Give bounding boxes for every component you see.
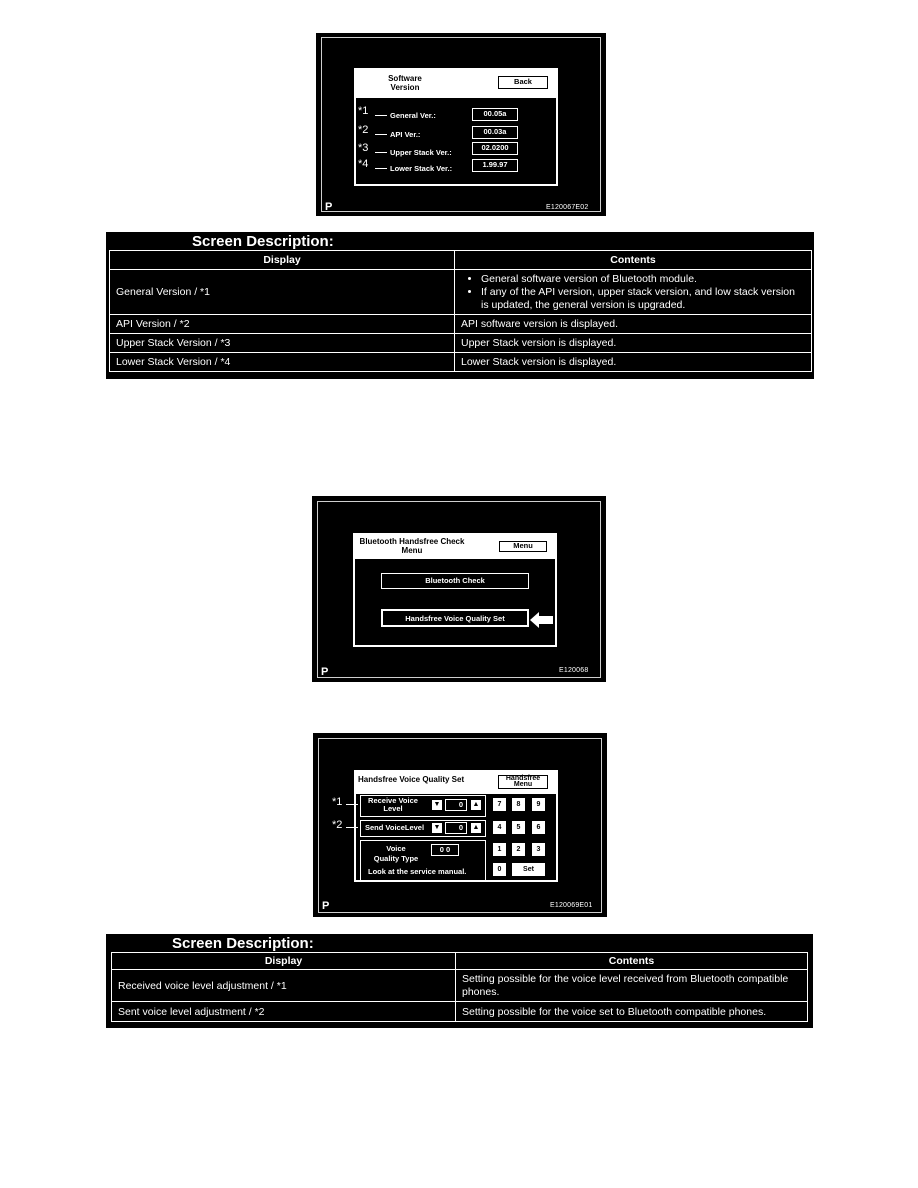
screen-description-table-1: [106, 232, 814, 379]
display-header: Display: [112, 953, 456, 970]
display-cell: General Version / *1: [110, 270, 455, 315]
api-ver-value: 00.03a: [472, 126, 518, 139]
set-button[interactable]: Set: [512, 863, 545, 876]
contents-header: Contents: [455, 251, 812, 270]
voice-quality-type-value: 0 0: [431, 844, 459, 856]
p-mark: P: [325, 201, 333, 213]
marker-2: *2: [332, 819, 343, 831]
key-9[interactable]: 9: [532, 798, 545, 811]
send-level-up-button[interactable]: ▲: [472, 824, 480, 831]
window-header: [355, 535, 555, 559]
contents-bullet: • General software version of Bluetooth module.: [481, 273, 805, 286]
leader-line: [346, 827, 358, 828]
leader-line: [375, 134, 387, 135]
window-title: Software Version: [388, 74, 422, 92]
table-row: [110, 353, 812, 372]
figure-code: E120069E01: [550, 902, 593, 909]
key-0[interactable]: 0: [493, 863, 506, 876]
voice-quality-window: [354, 770, 558, 882]
back-button[interactable]: Back: [498, 76, 548, 89]
table-row: [110, 270, 812, 315]
contents-cell: Setting possible for the voice set to Bluetooth compatible phones.: [456, 1002, 808, 1022]
voice-quality-type-label: Voice Quality Type: [373, 844, 419, 863]
table-row: [112, 1002, 808, 1022]
lower-stack-ver-value: 1.99.97: [472, 159, 518, 172]
figure-code: E120067E02: [546, 204, 589, 211]
key-8[interactable]: 8: [512, 798, 525, 811]
key-7[interactable]: 7: [493, 798, 506, 811]
software-version-figure: [316, 33, 606, 216]
api-ver-label: API Ver.:: [390, 130, 421, 139]
contents-cell: Lower Stack version is displayed.: [455, 353, 812, 372]
window-title: Bluetooth Handsfree Check Menu: [359, 537, 465, 555]
display-cell: Sent voice level adjustment / *2: [112, 1002, 456, 1022]
send-level-value: 0: [445, 822, 467, 834]
general-ver-value: 00.05a: [472, 108, 518, 121]
receive-level-down-button[interactable]: ▼: [433, 801, 441, 808]
screen-description-title: Screen Description:: [172, 935, 314, 952]
bluetooth-handsfree-check-figure: [312, 496, 606, 682]
key-3[interactable]: 3: [532, 843, 545, 856]
contents-bullet: • If any of the API version, upper stack version, and low stack version is updated, the general version is upgraded.: [481, 286, 805, 312]
service-manual-note: Look at the service manual.: [368, 867, 467, 876]
key-6[interactable]: 6: [532, 821, 545, 834]
menu-button[interactable]: Menu: [499, 541, 547, 552]
pointer-arrow-icon: [530, 612, 554, 633]
handsfree-check-window: [353, 533, 557, 647]
leader-line: [375, 152, 387, 153]
p-mark: P: [322, 900, 330, 912]
lower-stack-ver-label: Lower Stack Ver.:: [390, 164, 453, 173]
key-2[interactable]: 2: [512, 843, 525, 856]
leader-line: [375, 168, 387, 169]
receive-level-up-button[interactable]: ▲: [472, 801, 480, 808]
marker-1: *1: [358, 105, 369, 117]
handsfree-voice-quality-set-button[interactable]: Handsfree Voice Quality Set: [381, 609, 529, 627]
upper-stack-ver-value: 02.0200: [472, 142, 518, 155]
send-voice-level-label: Send VoiceLevel: [365, 823, 425, 832]
handsfree-voice-quality-set-figure: [313, 733, 607, 917]
description-table: [109, 250, 812, 372]
contents-cell: Upper Stack version is displayed.: [455, 334, 812, 353]
leader-line: [346, 804, 358, 805]
figure-code: E120068: [559, 667, 589, 674]
send-level-down-button[interactable]: ▼: [433, 824, 441, 831]
contents-header: Contents: [456, 953, 808, 970]
display-cell: Upper Stack Version / *3: [110, 334, 455, 353]
key-1[interactable]: 1: [493, 843, 506, 856]
marker-1: *1: [332, 796, 343, 808]
key-4[interactable]: 4: [493, 821, 506, 834]
leader-line: [375, 115, 387, 116]
table-row: [110, 334, 812, 353]
marker-3: *3: [358, 142, 369, 154]
key-5[interactable]: 5: [512, 821, 525, 834]
marker-2: *2: [358, 124, 369, 136]
upper-stack-ver-label: Upper Stack Ver.:: [390, 148, 452, 157]
screen-description-title: Screen Description:: [192, 233, 334, 250]
screen-description-table-2: [106, 934, 813, 1028]
table-row: [112, 970, 808, 1002]
contents-cell: Setting possible for the voice level received from Bluetooth compatible phones.: [456, 970, 808, 1002]
contents-cell: API software version is displayed.: [455, 315, 812, 334]
general-ver-label: General Ver.:: [390, 111, 436, 120]
display-header: Display: [110, 251, 455, 270]
contents-cell: [455, 270, 812, 315]
table-row: [110, 315, 812, 334]
handsfree-menu-button[interactable]: Handsfree Menu: [498, 775, 548, 789]
window-title: Handsfree Voice Quality Set: [358, 775, 465, 784]
description-table: [111, 952, 808, 1022]
display-cell: Received voice level adjustment / *1: [112, 970, 456, 1002]
window-header: [356, 772, 556, 794]
p-mark: P: [321, 666, 329, 678]
receive-level-value: 0: [445, 799, 467, 811]
bluetooth-check-button[interactable]: Bluetooth Check: [381, 573, 529, 589]
window-header: [356, 70, 556, 98]
display-cell: Lower Stack Version / *4: [110, 353, 455, 372]
marker-4: *4: [358, 158, 369, 170]
receive-voice-level-label: Receive Voice Level: [368, 796, 418, 813]
display-cell: API Version / *2: [110, 315, 455, 334]
